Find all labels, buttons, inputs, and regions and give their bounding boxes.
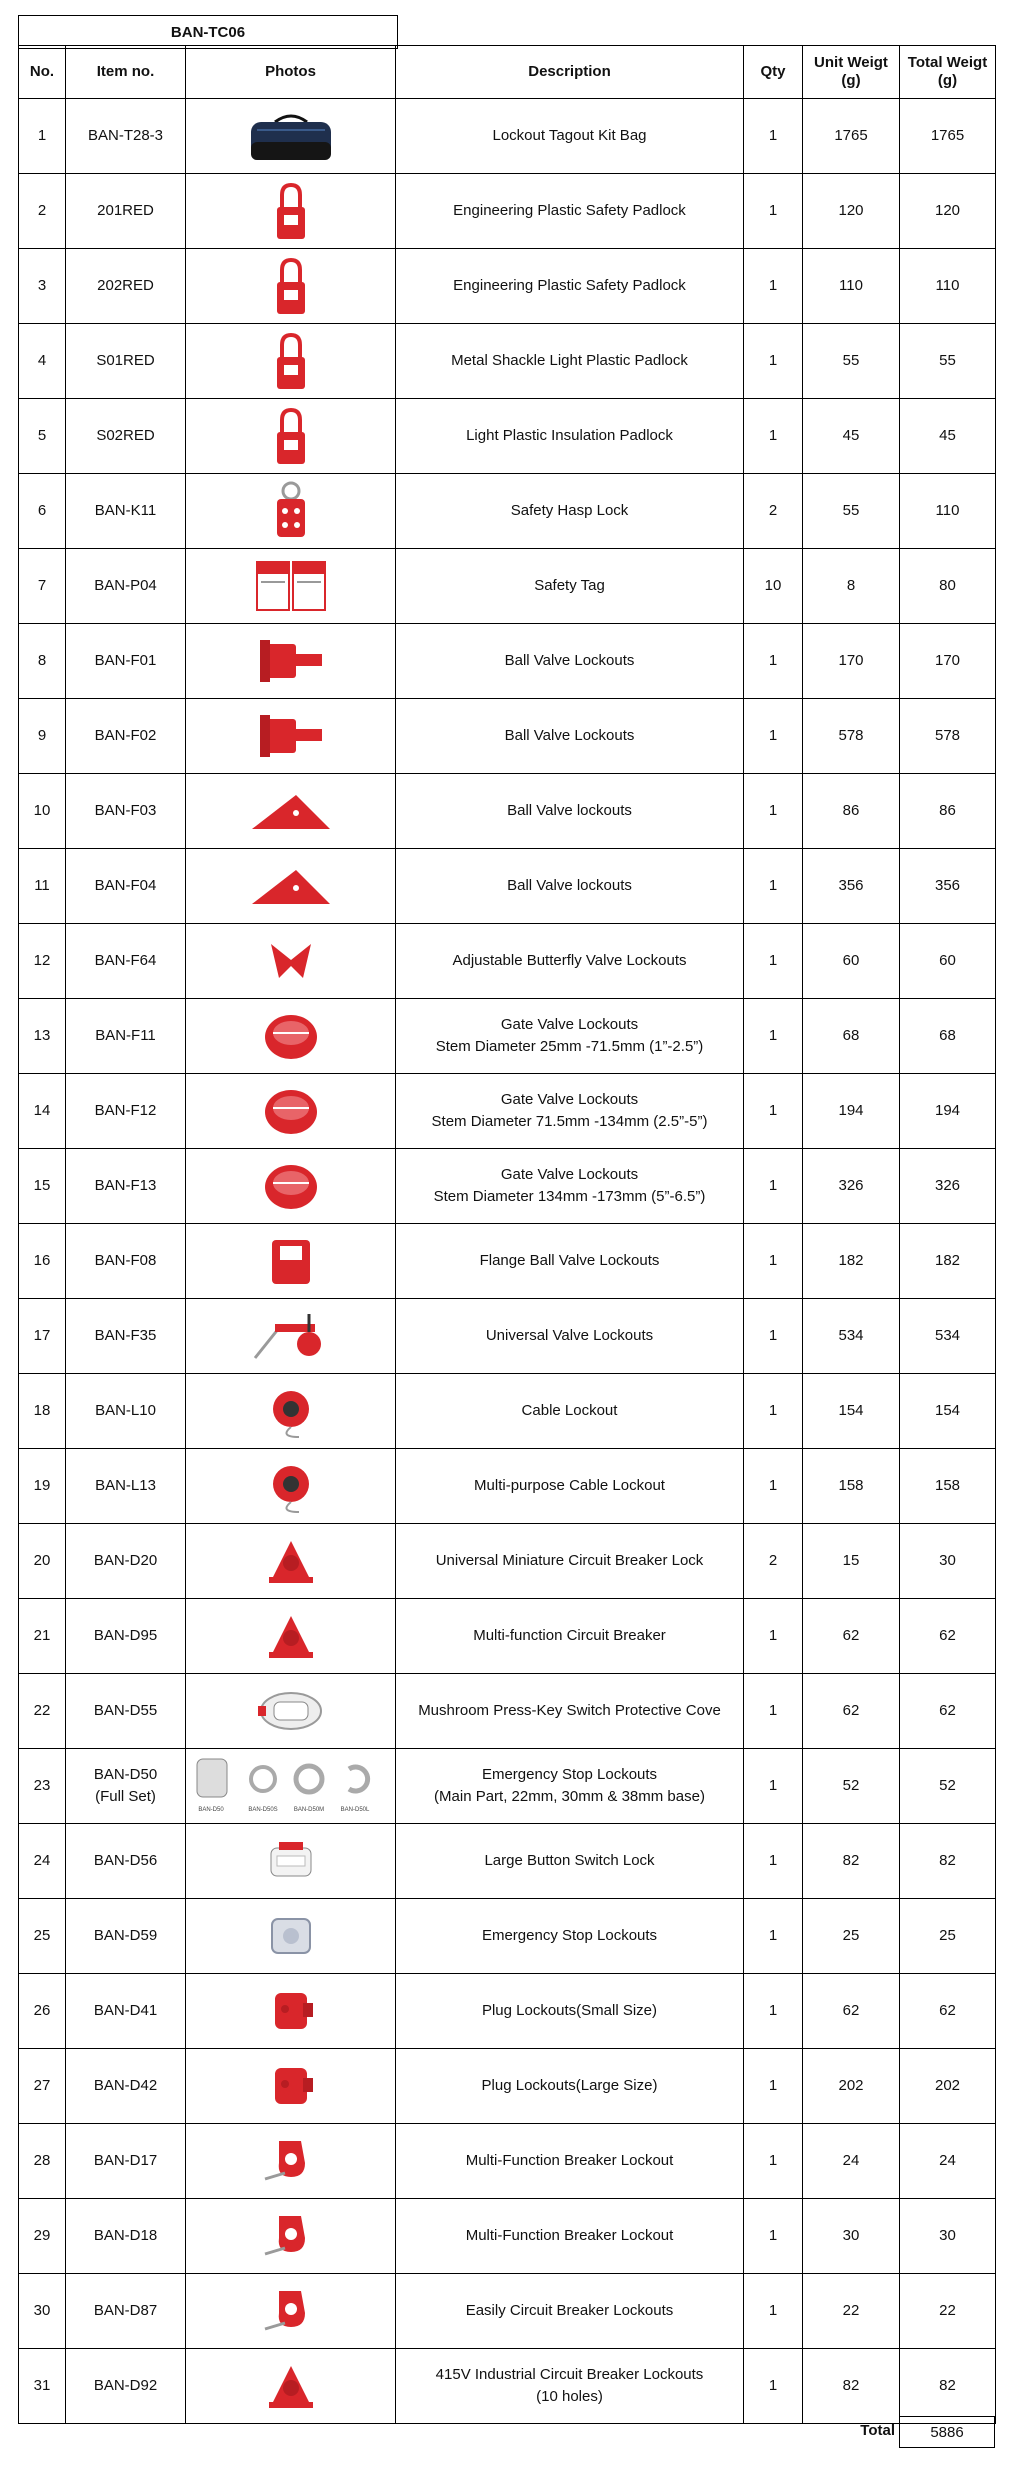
- row-qty: 1: [744, 1674, 803, 1749]
- kit-code: BAN-TC06: [19, 16, 398, 49]
- header-item-no: Item no.: [66, 46, 186, 99]
- row-photo: [186, 249, 396, 324]
- table-row: [19, 624, 996, 699]
- row-photo: [186, 474, 396, 549]
- row-total-weight: 578: [900, 699, 996, 774]
- table-row: [19, 924, 996, 999]
- row-description: Multi-Function Breaker Lockout: [396, 2124, 744, 2199]
- table-row: [19, 1974, 996, 2049]
- row-no: 18: [19, 1374, 66, 1449]
- table-row: [19, 849, 996, 924]
- plug-lockout-icon: [188, 2053, 393, 2119]
- row-item-no: BAN-F08: [66, 1224, 186, 1299]
- row-item-no: 201RED: [66, 174, 186, 249]
- row-qty: 1: [744, 249, 803, 324]
- padlock-icon: [188, 328, 393, 394]
- row-unit-weight: 154: [803, 1374, 900, 1449]
- row-photo: [186, 849, 396, 924]
- row-description: Flange Ball Valve Lockouts: [396, 1224, 744, 1299]
- row-item-no: BAN-T28-3: [66, 99, 186, 174]
- row-item-no: BAN-D95: [66, 1599, 186, 1674]
- row-qty: 1: [744, 2274, 803, 2349]
- row-photo: [186, 1824, 396, 1899]
- row-photo: [186, 1674, 396, 1749]
- row-description: Plug Lockouts(Large Size): [396, 2049, 744, 2124]
- row-description: Universal Miniature Circuit Breaker Lock: [396, 1524, 744, 1599]
- padlock-icon: [188, 178, 393, 244]
- row-total-weight: 326: [900, 1149, 996, 1224]
- breaker-clamp-icon: [188, 2203, 393, 2269]
- row-unit-weight: 170: [803, 624, 900, 699]
- table-row: [19, 399, 996, 474]
- button-lock-icon: [188, 1828, 393, 1894]
- row-description: Gate Valve Lockouts Stem Diameter 134mm -173mm (5”-6.5”): [396, 1149, 744, 1224]
- row-description: Adjustable Butterfly Valve Lockouts: [396, 924, 744, 999]
- row-unit-weight: 25: [803, 1899, 900, 1974]
- row-no: 15: [19, 1149, 66, 1224]
- row-no: 2: [19, 174, 66, 249]
- row-photo: [186, 1974, 396, 2049]
- row-qty: 1: [744, 2049, 803, 2124]
- table-row: [19, 1749, 996, 1824]
- row-unit-weight: 45: [803, 399, 900, 474]
- row-item-no: BAN-F01: [66, 624, 186, 699]
- row-qty: 1: [744, 999, 803, 1074]
- row-total-weight: 82: [900, 2349, 996, 2424]
- row-description: Ball Valve lockouts: [396, 849, 744, 924]
- row-description: Ball Valve Lockouts: [396, 699, 744, 774]
- row-description: Engineering Plastic Safety Padlock: [396, 174, 744, 249]
- clear-cover-icon: [188, 1903, 393, 1969]
- row-photo: [186, 1074, 396, 1149]
- row-photo: [186, 2124, 396, 2199]
- table-row: [19, 1149, 996, 1224]
- row-description: 415V Industrial Circuit Breaker Lockouts (10 holes): [396, 2349, 744, 2424]
- row-unit-weight: 24: [803, 2124, 900, 2199]
- row-item-no: BAN-F03: [66, 774, 186, 849]
- row-qty: 1: [744, 99, 803, 174]
- row-unit-weight: 62: [803, 1674, 900, 1749]
- row-no: 25: [19, 1899, 66, 1974]
- row-unit-weight: 55: [803, 474, 900, 549]
- row-photo: [186, 1224, 396, 1299]
- row-total-weight: 62: [900, 1674, 996, 1749]
- estop-label-main: BAN-D50: [197, 1807, 224, 1813]
- row-description: Emergency Stop Lockouts (Main Part, 22mm, 30mm & 38mm base): [396, 1749, 744, 1824]
- row-qty: 1: [744, 1749, 803, 1824]
- valve-lockout-icon: [188, 628, 393, 694]
- row-no: 27: [19, 2049, 66, 2124]
- estop-label-large: BAN-D50L: [340, 1807, 369, 1813]
- row-unit-weight: 82: [803, 1824, 900, 1899]
- row-unit-weight: 30: [803, 2199, 900, 2274]
- row-qty: 2: [744, 474, 803, 549]
- universal-valve-icon: [188, 1303, 393, 1369]
- row-unit-weight: 82: [803, 2349, 900, 2424]
- estop-label-small: BAN-D50S: [247, 1807, 278, 1813]
- row-total-weight: 110: [900, 474, 996, 549]
- row-description: Engineering Plastic Safety Padlock: [396, 249, 744, 324]
- estop-label-medium: BAN-D50M: [293, 1807, 324, 1813]
- row-total-weight: 68: [900, 999, 996, 1074]
- header-photos: Photos: [186, 46, 396, 99]
- row-unit-weight: 60: [803, 924, 900, 999]
- row-photo: [186, 1449, 396, 1524]
- row-unit-weight: 62: [803, 1599, 900, 1674]
- row-photo: [186, 549, 396, 624]
- row-total-weight: 80: [900, 549, 996, 624]
- cable-lockout-icon: [188, 1378, 393, 1444]
- row-unit-weight: 68: [803, 999, 900, 1074]
- switch-cover-icon: [188, 1678, 393, 1744]
- row-description: Mushroom Press-Key Switch Protective Cove: [396, 1674, 744, 1749]
- row-no: 8: [19, 624, 66, 699]
- row-qty: 1: [744, 1824, 803, 1899]
- header-qty: Qty: [744, 46, 803, 99]
- row-no: 6: [19, 474, 66, 549]
- row-total-weight: 62: [900, 1599, 996, 1674]
- padlock-icon: [188, 403, 393, 469]
- row-item-no: BAN-F64: [66, 924, 186, 999]
- padlock-icon: [188, 253, 393, 319]
- row-item-no: BAN-D42: [66, 2049, 186, 2124]
- row-photo: [186, 1599, 396, 1674]
- wedge-lockout-icon: [188, 853, 393, 919]
- row-qty: 1: [744, 849, 803, 924]
- row-total-weight: 202: [900, 2049, 996, 2124]
- row-no: 11: [19, 849, 66, 924]
- row-description: Universal Valve Lockouts: [396, 1299, 744, 1374]
- row-description: Multi-Function Breaker Lockout: [396, 2199, 744, 2274]
- row-description: Metal Shackle Light Plastic Padlock: [396, 324, 744, 399]
- row-no: 28: [19, 2124, 66, 2199]
- row-total-weight: 30: [900, 1524, 996, 1599]
- row-item-no: BAN-D56: [66, 1824, 186, 1899]
- row-photo: [186, 1749, 396, 1824]
- cable-lockout-icon: [188, 1453, 393, 1519]
- bag-icon: [188, 103, 393, 169]
- row-unit-weight: 52: [803, 1749, 900, 1824]
- row-total-weight: 158: [900, 1449, 996, 1524]
- row-description: Gate Valve Lockouts Stem Diameter 71.5mm -134mm (2.5”-5”): [396, 1074, 744, 1149]
- total-row: [860, 2416, 995, 2448]
- table-row: [19, 249, 996, 324]
- table-row: [19, 1299, 996, 1374]
- row-item-no: BAN-L13: [66, 1449, 186, 1524]
- row-qty: 2: [744, 1524, 803, 1599]
- row-no: 16: [19, 1224, 66, 1299]
- row-total-weight: 62: [900, 1974, 996, 2049]
- row-no: 7: [19, 549, 66, 624]
- table-row: [19, 2199, 996, 2274]
- row-item-no: S02RED: [66, 399, 186, 474]
- header-total-weight: Total Weigt (g): [900, 46, 996, 99]
- table-row: [19, 1224, 996, 1299]
- row-total-weight: 182: [900, 1224, 996, 1299]
- row-no: 3: [19, 249, 66, 324]
- row-total-weight: 534: [900, 1299, 996, 1374]
- row-photo: [186, 1299, 396, 1374]
- row-no: 12: [19, 924, 66, 999]
- row-total-weight: 356: [900, 849, 996, 924]
- row-photo: [186, 699, 396, 774]
- row-photo: [186, 1899, 396, 1974]
- row-no: 29: [19, 2199, 66, 2274]
- row-qty: 1: [744, 1074, 803, 1149]
- row-unit-weight: 202: [803, 2049, 900, 2124]
- row-item-no: BAN-D59: [66, 1899, 186, 1974]
- table-row: [19, 549, 996, 624]
- row-unit-weight: 534: [803, 1299, 900, 1374]
- header-row: [19, 46, 996, 99]
- header-description: Description: [396, 46, 744, 99]
- row-item-no: BAN-F13: [66, 1149, 186, 1224]
- row-qty: 1: [744, 1599, 803, 1674]
- row-description: Safety Hasp Lock: [396, 474, 744, 549]
- row-description: Lockout Tagout Kit Bag: [396, 99, 744, 174]
- row-qty: 1: [744, 2199, 803, 2274]
- row-no: 13: [19, 999, 66, 1074]
- row-no: 31: [19, 2349, 66, 2424]
- row-unit-weight: 326: [803, 1149, 900, 1224]
- row-item-no: BAN-D17: [66, 2124, 186, 2199]
- row-item-no: BAN-K11: [66, 474, 186, 549]
- row-qty: 1: [744, 174, 803, 249]
- row-item-no: BAN-F04: [66, 849, 186, 924]
- row-unit-weight: 120: [803, 174, 900, 249]
- row-item-no: BAN-F11: [66, 999, 186, 1074]
- row-total-weight: 170: [900, 624, 996, 699]
- row-unit-weight: 578: [803, 699, 900, 774]
- row-no: 30: [19, 2274, 66, 2349]
- row-item-no: 202RED: [66, 249, 186, 324]
- row-photo: [186, 999, 396, 1074]
- breaker-clamp-icon: [188, 2128, 393, 2194]
- row-no: 14: [19, 1074, 66, 1149]
- table-row: [19, 2124, 996, 2199]
- row-no: 9: [19, 699, 66, 774]
- row-unit-weight: 22: [803, 2274, 900, 2349]
- row-qty: 1: [744, 2124, 803, 2199]
- row-no: 19: [19, 1449, 66, 1524]
- row-description: Multi-function Circuit Breaker: [396, 1599, 744, 1674]
- row-unit-weight: 356: [803, 849, 900, 924]
- row-photo: [186, 174, 396, 249]
- butterfly-lockout-icon: [188, 928, 393, 994]
- table-row: [19, 1899, 996, 1974]
- row-qty: 10: [744, 549, 803, 624]
- row-item-no: S01RED: [66, 324, 186, 399]
- tag-icon: [188, 553, 393, 619]
- header-no: No.: [19, 46, 66, 99]
- row-total-weight: 25: [900, 1899, 996, 1974]
- gate-valve-icon: [188, 1078, 393, 1144]
- row-no: 5: [19, 399, 66, 474]
- breaker-lock-icon: [188, 2353, 393, 2419]
- row-item-no: BAN-D87: [66, 2274, 186, 2349]
- row-item-no: BAN-D55: [66, 1674, 186, 1749]
- breaker-lock-icon: [188, 1528, 393, 1594]
- row-no: 17: [19, 1299, 66, 1374]
- row-unit-weight: 55: [803, 324, 900, 399]
- row-unit-weight: 158: [803, 1449, 900, 1524]
- row-description: Cable Lockout: [396, 1374, 744, 1449]
- row-item-no: BAN-D50 (Full Set): [66, 1749, 186, 1824]
- row-photo: [186, 2274, 396, 2349]
- row-no: 4: [19, 324, 66, 399]
- plug-lockout-icon: [188, 1978, 393, 2044]
- row-item-no: BAN-F12: [66, 1074, 186, 1149]
- row-description: Ball Valve lockouts: [396, 774, 744, 849]
- valve-lockout-icon: [188, 703, 393, 769]
- row-total-weight: 120: [900, 174, 996, 249]
- hasp-icon: [188, 478, 393, 544]
- row-unit-weight: 182: [803, 1224, 900, 1299]
- row-photo: [186, 324, 396, 399]
- row-total-weight: 45: [900, 399, 996, 474]
- row-description: Large Button Switch Lock: [396, 1824, 744, 1899]
- row-no: 20: [19, 1524, 66, 1599]
- row-no: 23: [19, 1749, 66, 1824]
- row-qty: 1: [744, 2349, 803, 2424]
- row-photo: [186, 774, 396, 849]
- table-row: [19, 2274, 996, 2349]
- row-photo: [186, 99, 396, 174]
- table-row: [19, 99, 996, 174]
- row-no: 1: [19, 99, 66, 174]
- row-total-weight: 52: [900, 1749, 996, 1824]
- row-description: Ball Valve Lockouts: [396, 624, 744, 699]
- breaker-clamp-icon: [188, 2278, 393, 2344]
- row-total-weight: 194: [900, 1074, 996, 1149]
- row-item-no: BAN-D41: [66, 1974, 186, 2049]
- row-qty: 1: [744, 1899, 803, 1974]
- row-unit-weight: 8: [803, 549, 900, 624]
- row-qty: 1: [744, 699, 803, 774]
- table-row: [19, 1074, 996, 1149]
- table-row: [19, 1599, 996, 1674]
- row-qty: 1: [744, 774, 803, 849]
- row-photo: [186, 924, 396, 999]
- total-label: Total: [860, 2422, 895, 2439]
- row-no: 10: [19, 774, 66, 849]
- table-row: [19, 174, 996, 249]
- header-unit-weight: Unit Weigt (g): [803, 46, 900, 99]
- row-qty: 1: [744, 1374, 803, 1449]
- table-row: [19, 699, 996, 774]
- row-total-weight: 82: [900, 1824, 996, 1899]
- total-value: 5886: [899, 2416, 995, 2448]
- table-row: [19, 324, 996, 399]
- row-unit-weight: 15: [803, 1524, 900, 1599]
- row-description: Multi-purpose Cable Lockout: [396, 1449, 744, 1524]
- row-qty: 1: [744, 1974, 803, 2049]
- table-row: [19, 474, 996, 549]
- row-photo: [186, 2049, 396, 2124]
- row-unit-weight: 62: [803, 1974, 900, 2049]
- row-item-no: BAN-D92: [66, 2349, 186, 2424]
- row-unit-weight: 86: [803, 774, 900, 849]
- row-item-no: BAN-P04: [66, 549, 186, 624]
- row-description: Light Plastic Insulation Padlock: [396, 399, 744, 474]
- row-photo: [186, 2349, 396, 2424]
- row-photo: [186, 399, 396, 474]
- row-qty: 1: [744, 399, 803, 474]
- row-description: Emergency Stop Lockouts: [396, 1899, 744, 1974]
- row-total-weight: 60: [900, 924, 996, 999]
- table-row: [19, 1824, 996, 1899]
- table-row: [19, 1524, 996, 1599]
- row-unit-weight: 110: [803, 249, 900, 324]
- row-total-weight: 110: [900, 249, 996, 324]
- row-total-weight: 22: [900, 2274, 996, 2349]
- row-item-no: BAN-L10: [66, 1374, 186, 1449]
- row-qty: 1: [744, 1449, 803, 1524]
- row-qty: 1: [744, 1224, 803, 1299]
- gate-valve-icon: [188, 1003, 393, 1069]
- table-row: [19, 2349, 996, 2424]
- row-no: 21: [19, 1599, 66, 1674]
- row-qty: 1: [744, 1149, 803, 1224]
- row-description: Safety Tag: [396, 549, 744, 624]
- breaker-lock-icon: [188, 1603, 393, 1669]
- parts-table: [18, 45, 996, 2424]
- row-total-weight: 86: [900, 774, 996, 849]
- row-photo: [186, 1149, 396, 1224]
- row-qty: 1: [744, 324, 803, 399]
- box-lockout-icon: [188, 1228, 393, 1294]
- gate-valve-icon: [188, 1153, 393, 1219]
- row-total-weight: 154: [900, 1374, 996, 1449]
- row-qty: 1: [744, 1299, 803, 1374]
- row-no: 24: [19, 1824, 66, 1899]
- row-total-weight: 55: [900, 324, 996, 399]
- row-photo: [186, 1374, 396, 1449]
- row-description: Easily Circuit Breaker Lockouts: [396, 2274, 744, 2349]
- table-row: [19, 2049, 996, 2124]
- row-description: Plug Lockouts(Small Size): [396, 1974, 744, 2049]
- table-row: [19, 1449, 996, 1524]
- table-row: [19, 774, 996, 849]
- wedge-lockout-icon: [188, 778, 393, 844]
- row-qty: 1: [744, 624, 803, 699]
- row-no: 22: [19, 1674, 66, 1749]
- row-item-no: BAN-D20: [66, 1524, 186, 1599]
- row-photo: [186, 624, 396, 699]
- row-total-weight: 24: [900, 2124, 996, 2199]
- kit-code-table: [18, 15, 398, 49]
- row-item-no: BAN-F35: [66, 1299, 186, 1374]
- row-no: 26: [19, 1974, 66, 2049]
- table-row: [19, 999, 996, 1074]
- estop-set-icon: [188, 1753, 393, 1819]
- row-unit-weight: 194: [803, 1074, 900, 1149]
- row-qty: 1: [744, 924, 803, 999]
- table-row: [19, 1674, 996, 1749]
- row-total-weight: 1765: [900, 99, 996, 174]
- row-item-no: BAN-D18: [66, 2199, 186, 2274]
- row-photo: [186, 1524, 396, 1599]
- row-photo: [186, 2199, 396, 2274]
- row-item-no: BAN-F02: [66, 699, 186, 774]
- row-total-weight: 30: [900, 2199, 996, 2274]
- row-description: Gate Valve Lockouts Stem Diameter 25mm -71.5mm (1”-2.5”): [396, 999, 744, 1074]
- table-row: [19, 1374, 996, 1449]
- row-unit-weight: 1765: [803, 99, 900, 174]
